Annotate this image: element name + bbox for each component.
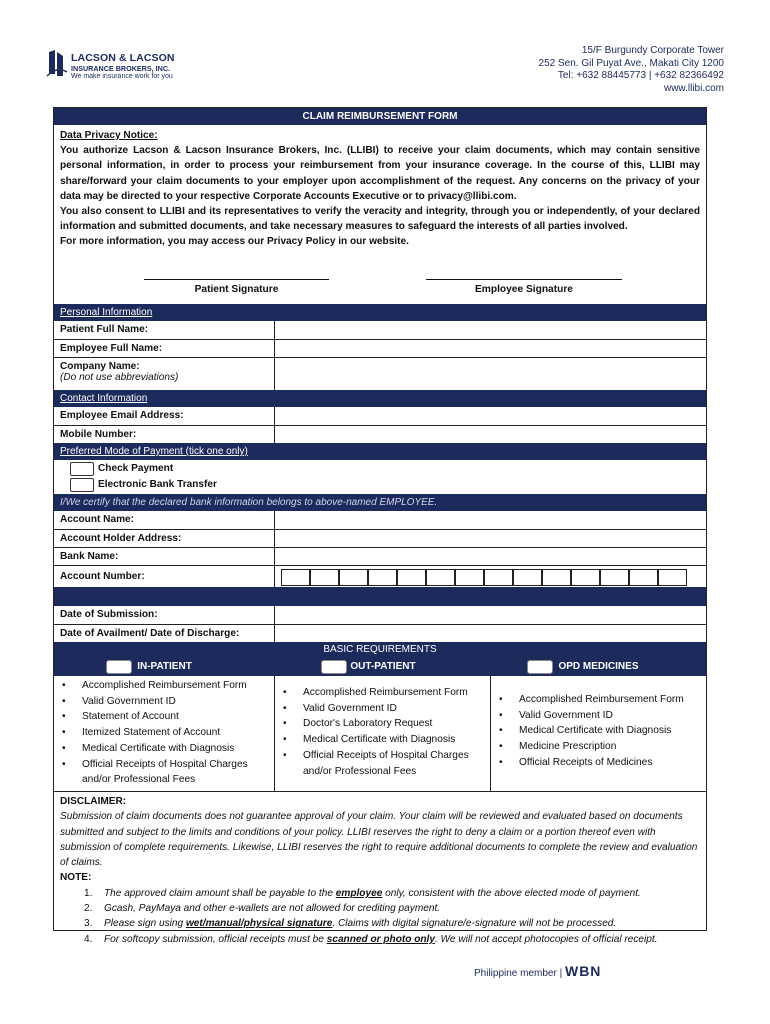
availment-date-label: Date of Availment/ Date of Discharge: [54, 625, 275, 642]
submission-date-input[interactable] [275, 606, 706, 624]
inpatient-checkbox[interactable] [106, 660, 132, 674]
privacy-paragraph: You also consent to LLIBI and its representatives to verify the veracity and integrity, through you or independently, of your declared information and submitted documents, and take necessary measures to safeguard the interests of all parties involved. [60, 206, 700, 233]
company-name-note: (Do not use abbreviations) [60, 372, 179, 383]
claim-form [53, 107, 707, 945]
availment-date-input[interactable] [275, 625, 706, 642]
note-title: NOTE: [60, 872, 92, 884]
submission-date-row [54, 606, 706, 624]
account-name-label: Account Name: [54, 511, 275, 529]
account-name-input[interactable] [275, 511, 706, 529]
list-item: • Valid Government ID [497, 708, 706, 724]
list-item: • Accomplished Reimbursement Form [281, 685, 490, 701]
list-item: • Valid Government ID [281, 701, 490, 717]
privacy-paragraph: You authorize Lacson & Lacson Insurance Brokers, Inc. (LLIBI) to receive your claim documents, which may contain sensitive personal information, in order to process your reimbursement from your insurance coverage. In the course of this, LLIBI may share/forward your claim documents to your employer upon accomplishment of the request. Any concerns on the privacy of your data may be directed to your respective Corporate Accounts Executive or to privacy@llibi.com. [60, 145, 700, 202]
check-payment-checkbox[interactable] [70, 462, 94, 476]
company-name-text: Company Name: [60, 361, 140, 372]
company-name-input[interactable] [275, 358, 706, 390]
list-item: • Official Receipts of Hospital Charges and/or Professional Fees [281, 748, 490, 779]
mobile-row [54, 425, 706, 443]
list-item: • Medical Certificate with Diagnosis [497, 723, 706, 739]
disclaimer-section [54, 792, 706, 947]
logo-company-subtitle: INSURANCE BROKERS, INC. [71, 64, 171, 73]
outpatient-requirements [275, 676, 491, 791]
form-title: CLAIM REIMBURSEMENT FORM [54, 108, 706, 125]
privacy-paragraph: For more information, you may access our Privacy Policy in our website. [60, 236, 409, 248]
payment-mode-heading: Preferred Mode of Payment (tick one only) [54, 443, 706, 460]
wbn-logo: WBN [564, 963, 602, 979]
list-item: • Medical Certificate with Diagnosis [60, 741, 274, 757]
digit-box[interactable] [513, 569, 542, 586]
employee-signature-label: Employee Signature [475, 284, 573, 295]
company-name-label [54, 358, 275, 390]
list-item: • Valid Government ID [60, 694, 274, 710]
outpatient-header [275, 658, 491, 676]
digit-box[interactable] [426, 569, 455, 586]
footer-membership [474, 963, 601, 979]
list-item: • Accomplished Reimbursement Form [497, 692, 706, 708]
employee-signature-field[interactable] [426, 270, 622, 295]
note-item: 3. Please sign using wet/manual/physical signature. Claims with digital signature/e-signature will not be processed. [84, 918, 617, 930]
inpatient-requirements [54, 676, 275, 791]
disclaimer-text: Submission of claim documents does not guarantee approval of your claim. Your claim will be reviewed and evaluated based on documents submitted and subject to the limits and conditions of your policy. LLIBI reserves the right to deny a claim or a portion thereof even with submission of complete requirements. Likewise, LLIBI reserves the right to require additional documents to complete the review and evaluation of claims. [60, 811, 698, 869]
bank-name-input[interactable] [275, 548, 706, 565]
bank-certification-notice: I/We certify that the declared bank information belongs to above-named EMPLOYEE. [54, 494, 706, 511]
bank-transfer-label: Electronic Bank Transfer [98, 479, 217, 490]
account-number-label: Account Number: [54, 566, 275, 587]
company-logo [46, 48, 216, 84]
list-item: • Official Receipts of Medicines [497, 755, 706, 771]
mobile-input[interactable] [275, 426, 706, 443]
digit-box[interactable] [571, 569, 600, 586]
payment-options [54, 460, 706, 494]
holder-address-input[interactable] [275, 530, 706, 547]
patient-signature-field[interactable] [144, 270, 329, 295]
digit-box[interactable] [484, 569, 513, 586]
employee-name-input[interactable] [275, 340, 706, 357]
signature-section [54, 270, 706, 304]
account-name-row [54, 511, 706, 529]
patient-signature-label: Patient Signature [194, 284, 279, 295]
digit-box[interactable] [339, 569, 368, 586]
address-website[interactable]: www.llibi.com [663, 82, 724, 94]
privacy-title: Data Privacy Notice: [60, 130, 158, 141]
list-item: • Accomplished Reimbursement Form [60, 678, 274, 694]
address-line: 252 Sen. Gil Puyat Ave., Makati City 1200 [538, 57, 724, 69]
contact-info-heading: Contact Information [54, 390, 706, 407]
footer-member-text: Philippine member | [474, 968, 563, 979]
note-item: 4. For softcopy submission, official receipts must be scanned or photo only. We will not accept photocopies of official receipt. [84, 933, 658, 945]
company-address [539, 45, 724, 95]
employee-name-row [54, 339, 706, 357]
digit-box[interactable] [310, 569, 339, 586]
address-line: 15/F Burgundy Corporate Tower [581, 45, 724, 56]
outpatient-title: OUT-PATIENT [350, 661, 416, 672]
opd-requirements [491, 676, 706, 791]
company-name-row [54, 357, 706, 390]
logo-company-name: LACSON & LACSON [71, 52, 175, 64]
section-divider-bar [54, 587, 706, 606]
availment-date-row [54, 624, 706, 642]
inpatient-title: IN-PATIENT [137, 661, 192, 672]
address-phone: Tel: +632 88445773 | +632 82366492 [557, 70, 724, 81]
patient-name-row [54, 321, 706, 339]
digit-box[interactable] [397, 569, 426, 586]
digit-box[interactable] [455, 569, 484, 586]
employee-name-label: Employee Full Name: [54, 340, 275, 357]
holder-address-label: Account Holder Address: [54, 530, 275, 547]
requirements-heading: BASIC REQUIREMENTS [54, 642, 706, 658]
submission-date-label: Date of Submission: [54, 606, 275, 624]
account-number-boxes[interactable] [275, 566, 706, 587]
account-number-row [54, 565, 706, 587]
digit-box[interactable] [368, 569, 397, 586]
patient-name-label: Patient Full Name: [54, 321, 275, 339]
holder-address-row [54, 529, 706, 547]
opd-checkbox[interactable] [527, 660, 553, 674]
bank-transfer-checkbox[interactable] [70, 478, 94, 492]
email-input[interactable] [275, 407, 706, 425]
note-item: 2. Gcash, PayMaya and other e-wallets are not allowed for crediting payment. [84, 903, 441, 915]
inpatient-header [54, 658, 275, 676]
list-item: • Official Receipts of Hospital Charges and/or Professional Fees [60, 757, 274, 788]
email-row [54, 407, 706, 425]
list-item: • Medical Certificate with Diagnosis [281, 732, 490, 748]
digit-box[interactable] [629, 569, 658, 586]
list-item: • Medicine Prescription [497, 739, 706, 755]
digit-box[interactable] [658, 569, 687, 586]
llibi-logo-icon [46, 48, 68, 78]
email-label: Employee Email Address: [54, 407, 275, 425]
requirements-lists [54, 676, 706, 792]
opd-header [491, 658, 706, 676]
digit-box[interactable] [281, 569, 310, 586]
digit-box[interactable] [542, 569, 571, 586]
note-item: 1. The approved claim amount shall be payable to the employee only, consistent with the above elected mode of payment. [84, 887, 641, 899]
logo-tagline: We make insurance work for you [71, 73, 173, 80]
bank-name-label: Bank Name: [54, 548, 275, 565]
disclaimer-title: DISCLAIMER: [60, 796, 127, 807]
privacy-notice [54, 125, 706, 270]
list-item: • Statement of Account [60, 709, 274, 725]
notes-list [60, 886, 700, 947]
outpatient-checkbox[interactable] [321, 660, 347, 674]
check-payment-label: Check Payment [98, 463, 174, 474]
bank-name-row [54, 547, 706, 565]
opd-title: OPD MEDICINES [558, 661, 639, 672]
personal-info-heading: Personal Information [54, 304, 706, 321]
list-item: • Doctor's Laboratory Request [281, 716, 490, 732]
digit-box[interactable] [600, 569, 629, 586]
patient-name-input[interactable] [275, 321, 706, 339]
list-item: • Itemized Statement of Account [60, 725, 274, 741]
mobile-label: Mobile Number: [54, 426, 275, 443]
requirements-column-headers [54, 658, 706, 676]
